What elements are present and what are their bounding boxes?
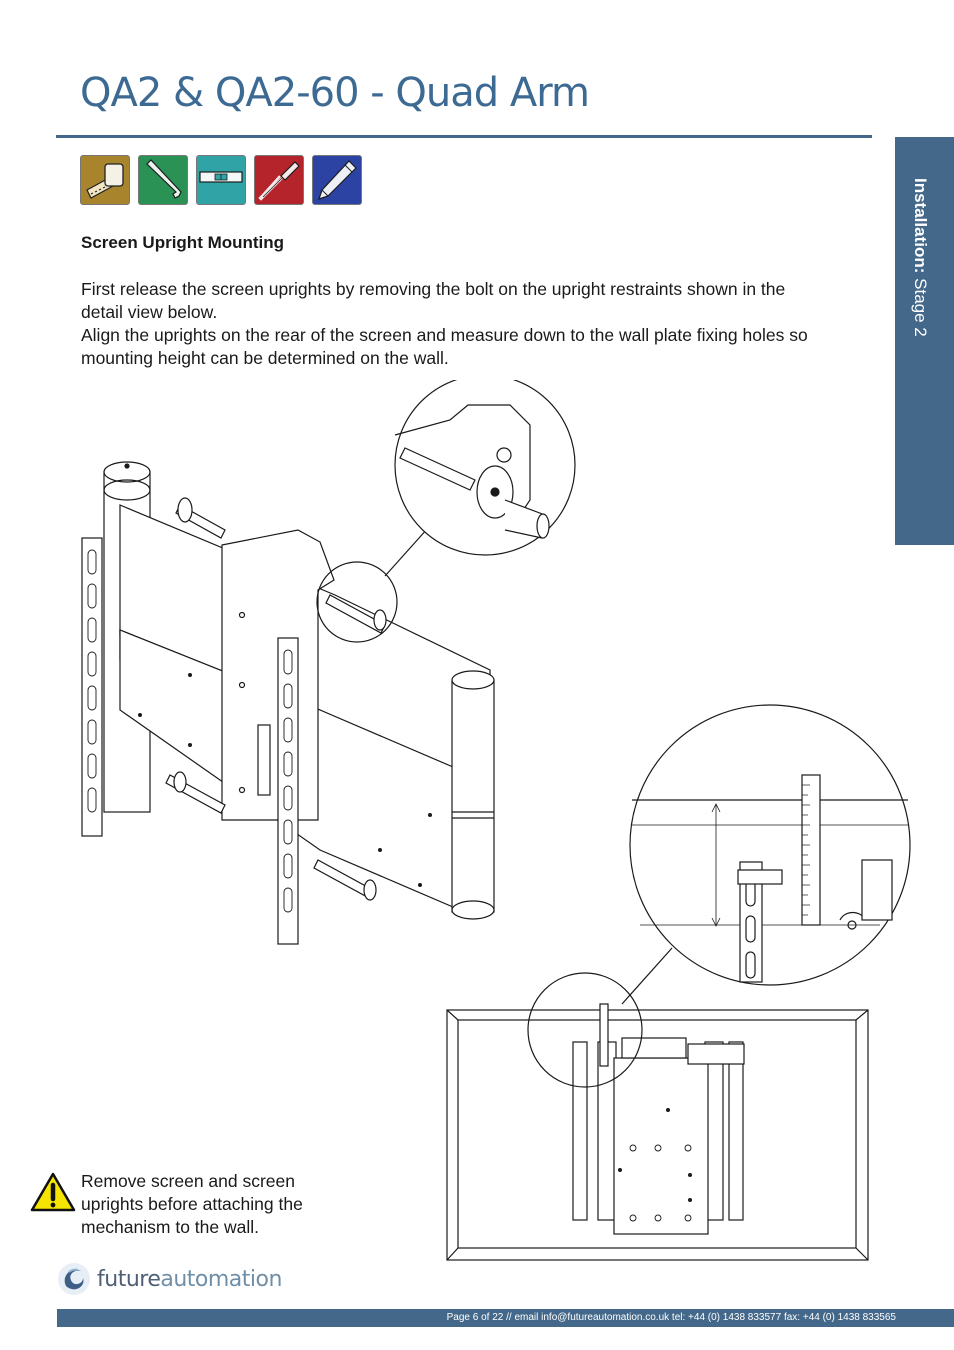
logo-word-future: future [97, 1266, 161, 1292]
logo-swirl-icon [57, 1262, 91, 1296]
side-tab-label [910, 178, 930, 337]
logo-wordmark [97, 1267, 282, 1292]
pencil-icon [312, 155, 362, 205]
allen-key-icon [138, 155, 188, 205]
tool-icon-row [80, 155, 362, 205]
detail-view-bolt [395, 380, 575, 555]
mounting-diagram [0, 380, 954, 1270]
side-tab-label-bold: Installation: [911, 178, 930, 274]
detail-view-measurement [630, 705, 910, 985]
title-divider [56, 135, 872, 138]
left-screen-upright [82, 538, 102, 836]
screen-rear-view [447, 973, 868, 1260]
section-heading: Screen Upright Mounting [81, 233, 285, 252]
logo-word-automation: automation [160, 1266, 282, 1292]
footer-contact-text: Page 6 of 22 // email info@futureautomation.co.uk tel: +44 (0) 1438 833577 fax: +44 (0) 1438 833565 [446, 1312, 896, 1323]
instruction-text [81, 278, 821, 370]
page-title: QA2 & QA2-60 - Quad Arm [80, 70, 589, 116]
screwdriver-icon [254, 155, 304, 205]
spirit-level-icon [196, 155, 246, 205]
right-screen-upright [278, 638, 298, 944]
footer-bar [57, 1309, 954, 1327]
side-tab-label-stage: Stage 2 [911, 273, 930, 337]
warning-text: Remove screen and screen uprights before attaching the mechanism to the wall. [81, 1171, 303, 1237]
instruction-paragraph-2: Align the uprights on the rear of the screen and measure down to the wall plate fixing holes so mounting height can be determined on the wall. [81, 325, 808, 368]
right-pivot-column [452, 671, 494, 919]
instruction-paragraph-1: First release the screen uprights by removing the bolt on the upright restraints shown in the detail view below. [81, 279, 786, 322]
tape-measure-icon [80, 155, 130, 205]
company-logo [57, 1262, 282, 1296]
warning-triangle-icon [30, 1172, 76, 1212]
